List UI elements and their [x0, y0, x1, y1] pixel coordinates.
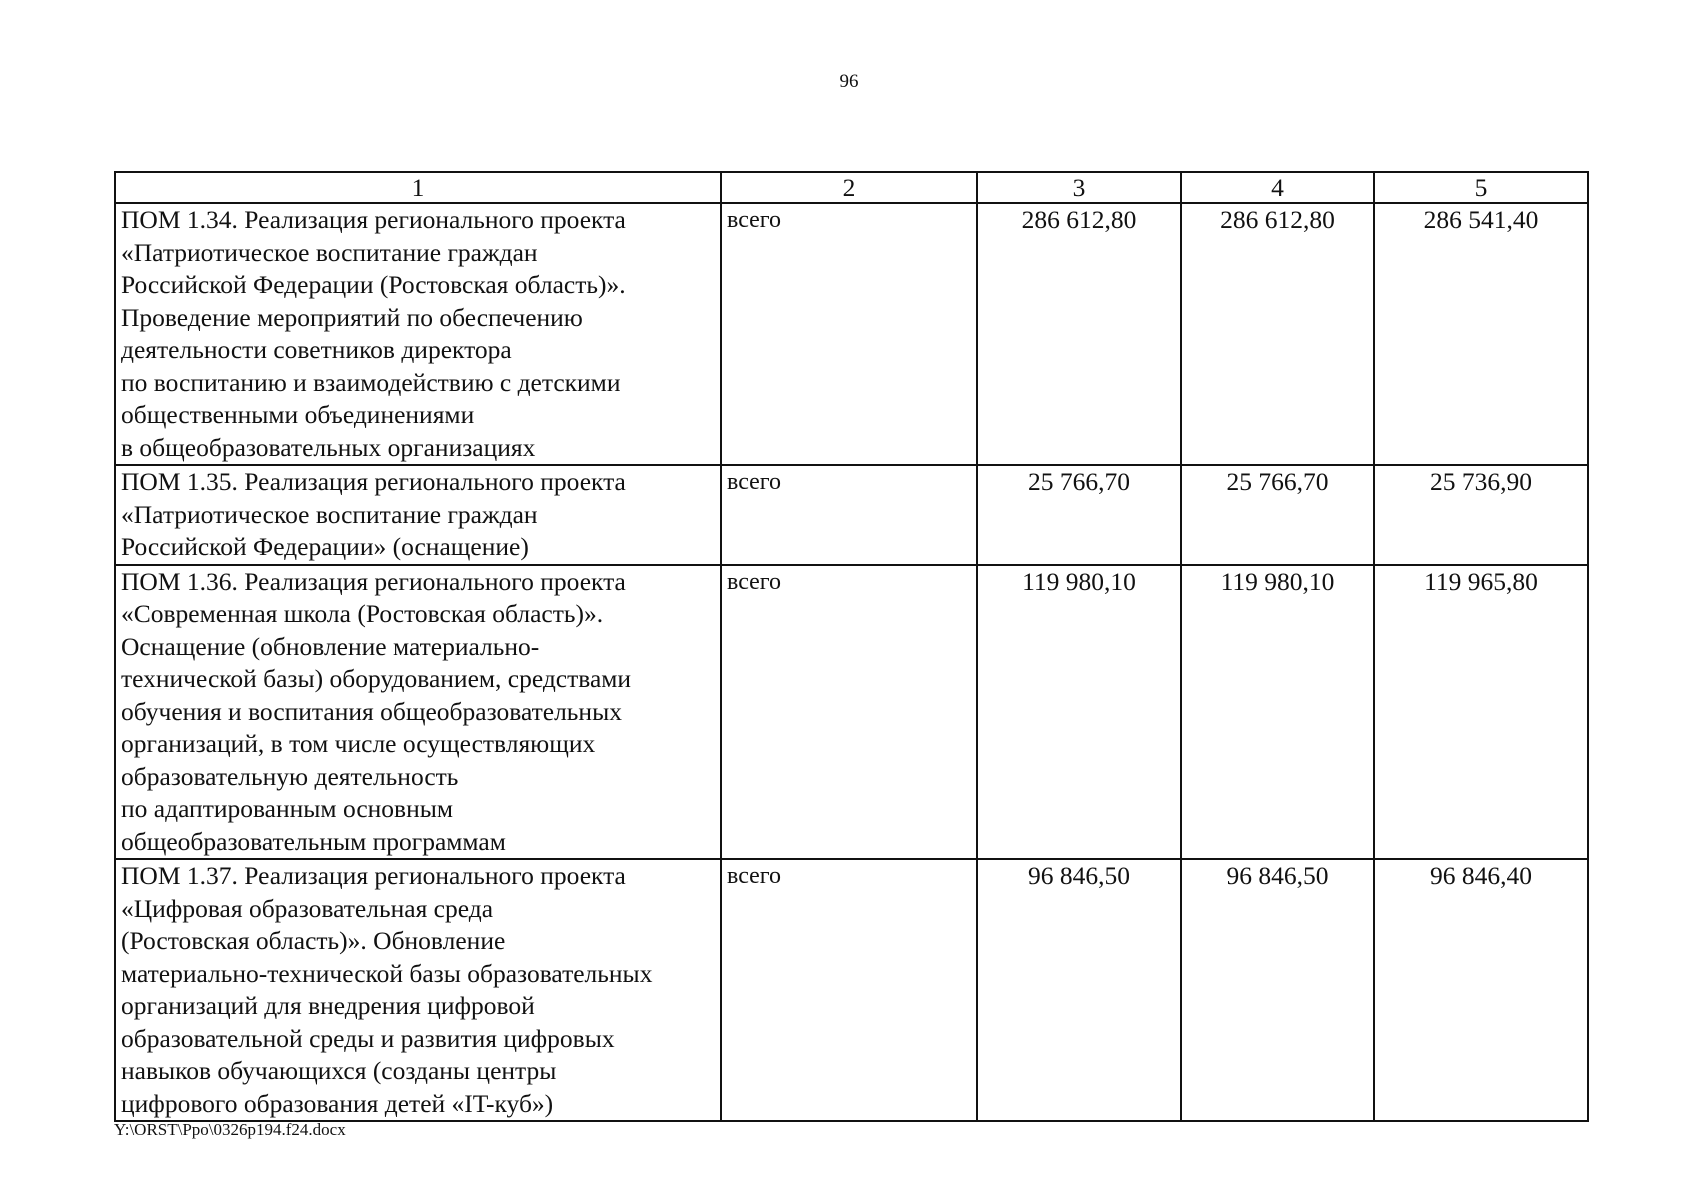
column-header-4: 4 [1181, 172, 1374, 203]
row-description [115, 859, 721, 1121]
description-line: Проведение мероприятий по обеспечению [121, 302, 583, 332]
table-row [115, 203, 1588, 465]
description-line: Российской Федерации» (оснащение) [121, 532, 529, 561]
row-description [115, 203, 721, 465]
description-line: «Современная школа (Ростовская область)». [121, 599, 604, 628]
description-line: по адаптированным основным [121, 794, 453, 823]
description-line: «Цифровая образовательная среда [121, 893, 494, 923]
row-value-col3: 286 612,80 [977, 203, 1181, 465]
description-line: технической базы) оборудованием, средствами [121, 664, 632, 693]
row-description [115, 565, 721, 860]
description-line: обучения и воспитания общеобразовательных [121, 696, 622, 726]
row-value-col3: 96 846,50 [977, 859, 1181, 1121]
description-line: ПОМ 1.34. Реализация регионального проекта [121, 205, 626, 234]
column-header-5: 5 [1374, 172, 1588, 203]
row-source: всего [721, 203, 977, 465]
description-line: организаций, в том числе осуществляющих [121, 729, 596, 758]
description-line: организаций для внедрения цифровой [121, 991, 535, 1020]
row-value-col3: 119 980,10 [977, 565, 1181, 860]
row-value-col5: 119 965,80 [1374, 565, 1588, 860]
row-description [115, 465, 721, 565]
row-value-col5: 96 846,40 [1374, 859, 1588, 1121]
description-line: образовательную деятельность [121, 761, 459, 791]
row-value-col4: 119 980,10 [1181, 565, 1374, 860]
description-line: общественными объединениями [121, 400, 475, 429]
row-value-col4: 96 846,50 [1181, 859, 1374, 1121]
table-header-row [115, 172, 1588, 203]
column-header-1: 1 [115, 172, 721, 203]
description-line: навыков обучающихся (созданы центры [121, 1056, 557, 1085]
description-line: ПОМ 1.37. Реализация регионального проекта [121, 861, 626, 890]
description-line: «Патриотическое воспитание граждан [121, 499, 538, 529]
description-line: «Патриотическое воспитание граждан [121, 237, 538, 267]
budget-table [114, 171, 1589, 1122]
description-line: в общеобразовательных организациях [121, 432, 536, 462]
table-row [115, 465, 1588, 565]
row-source: всего [721, 859, 977, 1121]
row-value-col5: 25 736,90 [1374, 465, 1588, 565]
table-row [115, 859, 1588, 1121]
description-line: Оснащение (обновление материально- [121, 631, 540, 661]
document-file-path: Y:\ORST\Ppo\0326p194.f24.docx [114, 1120, 346, 1139]
row-value-col4: 286 612,80 [1181, 203, 1374, 465]
row-source: всего [721, 465, 977, 565]
page-number: 96 [839, 71, 859, 92]
description-line: цифрового образования детей «IT-куб») [121, 1088, 554, 1118]
description-line: деятельности советников директора [121, 335, 512, 364]
column-header-2: 2 [721, 172, 977, 203]
description-line: материально-технической базы образовательных [121, 958, 653, 988]
description-line: Российской Федерации (Ростовская область)». [121, 270, 626, 299]
description-line: ПОМ 1.35. Реализация регионального проекта [121, 467, 626, 496]
description-line: (Ростовская область)». Обновление [121, 926, 506, 955]
description-line: по воспитанию и взаимодействию с детскими [121, 367, 621, 397]
description-line: ПОМ 1.36. Реализация регионального проекта [121, 566, 626, 596]
table-row [115, 565, 1588, 860]
description-line: общеобразовательным программам [121, 826, 506, 856]
column-header-3: 3 [977, 172, 1181, 203]
row-value-col4: 25 766,70 [1181, 465, 1374, 565]
row-source: всего [721, 565, 977, 860]
row-value-col3: 25 766,70 [977, 465, 1181, 565]
description-line: образовательной среды и развития цифровых [121, 1023, 615, 1053]
row-value-col5: 286 541,40 [1374, 203, 1588, 465]
